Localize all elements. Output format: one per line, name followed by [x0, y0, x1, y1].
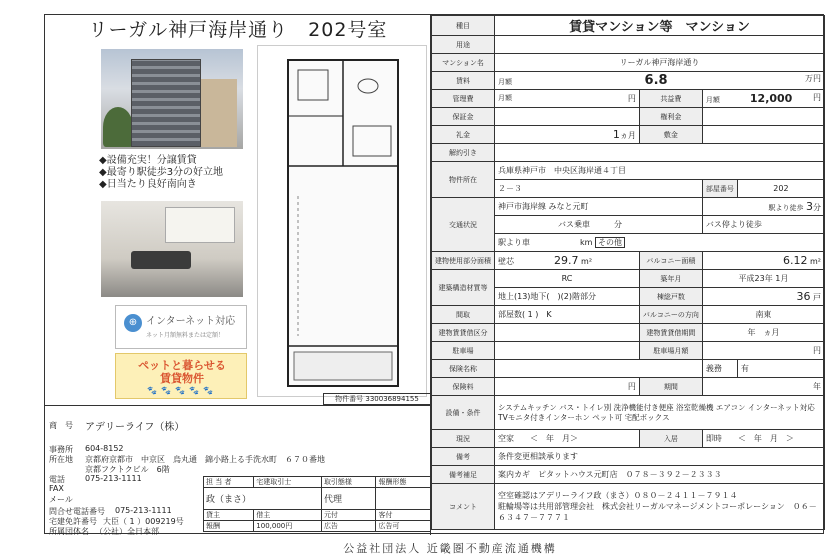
- insurance-fee-unit: 円: [495, 378, 640, 396]
- lobby-sofa: [131, 251, 191, 269]
- other-label: その他: [595, 237, 625, 248]
- internet-title: インターネット対応: [146, 316, 236, 327]
- structure-label: 建築構造材質等: [432, 270, 495, 306]
- feature-item: ◆設備充実！分譲賃貸: [99, 155, 197, 166]
- insurance-name-value: [495, 360, 703, 378]
- car-cell: [495, 234, 825, 252]
- walk-unit: 分: [813, 203, 821, 212]
- rent-cell: [495, 72, 825, 90]
- common-fee-note: 月額: [705, 96, 720, 104]
- duty-value: 有: [737, 360, 824, 378]
- structure-value: RC: [495, 270, 640, 288]
- fee-amount: [254, 521, 322, 532]
- amortization-value: [495, 144, 825, 162]
- left-panel: [45, 15, 431, 535]
- location-line2: ２－３: [495, 180, 703, 198]
- parking-value: [495, 342, 640, 360]
- mansion-name-label: マンション名: [432, 54, 495, 72]
- walk-minutes: 3: [806, 200, 813, 213]
- feature-list: [99, 155, 249, 191]
- common-fee-value: 12,000: [749, 92, 793, 105]
- remarks-label: 備考: [432, 448, 495, 466]
- license-label: 宅建免許番号: [49, 517, 97, 526]
- internet-subtitle: ネット月額無料または定額！: [146, 332, 225, 339]
- common-fee-unit: 円: [813, 93, 821, 102]
- status-value: 空家 ＜ 年 月＞: [495, 430, 640, 448]
- car-unit: km: [580, 238, 593, 247]
- rent-label: 賃料: [432, 72, 495, 90]
- balcony-area-label: バルコニー面積: [639, 252, 702, 270]
- lease-type-label: 建物賃貸借区分: [432, 324, 495, 342]
- exterior-photo: [101, 49, 243, 149]
- area-value: 29.7: [554, 254, 579, 267]
- fee-form-header: 報酬形態: [376, 477, 431, 488]
- feature-item: ◆最寄り駅徒歩3分の好立地: [99, 167, 224, 178]
- lobby-photo: [101, 201, 243, 297]
- key-money-label: 権利金: [639, 108, 702, 126]
- supplement-label: 備考補足: [432, 466, 495, 484]
- key-money-value: [702, 108, 824, 126]
- client-share: 客付: [376, 510, 431, 521]
- license-number: 大臣（ 1 ）009219号: [103, 517, 184, 526]
- staff-name: 政（まさ）: [204, 488, 322, 510]
- footer-organization: 公益社団法人 近畿圏不動産流通機構: [343, 542, 557, 555]
- reikin-cell: [495, 126, 640, 144]
- property-title: リーガル神戸海岸通り 202号室: [88, 19, 388, 41]
- bus-cell: [495, 216, 703, 234]
- balcony-cell: [702, 252, 824, 270]
- building-image: [131, 59, 201, 147]
- lobby-window: [165, 207, 235, 243]
- deposit-label: 保証金: [432, 108, 495, 126]
- neighbor-building-image: [201, 79, 237, 147]
- office-label: 事務所: [49, 445, 73, 454]
- agent-table: [203, 476, 431, 536]
- tel-number: 075-213-1111: [85, 474, 142, 483]
- use-label: 用途: [432, 36, 495, 54]
- bus-unit: 分: [614, 220, 622, 229]
- postal-code: 604-8152: [85, 444, 124, 453]
- management-fee-note: 月額: [498, 94, 512, 102]
- origin-share: 元付: [321, 510, 376, 521]
- pet-line2: 賃貸物件: [160, 372, 204, 385]
- landlord-share: 貸主: [204, 510, 254, 521]
- fax-label: FAX: [49, 484, 64, 493]
- direction-label: バルコニーの方向: [639, 306, 702, 324]
- pet-banner: [115, 353, 247, 399]
- inquiry-label: 問合せ電話番号: [49, 507, 105, 516]
- globe-icon: ⊕: [124, 314, 142, 332]
- pet-line1: ペットと暮らせる: [138, 359, 226, 372]
- property-type: 賃貸マンション等 マンション: [495, 16, 825, 36]
- flyer-sheet: [44, 14, 824, 534]
- balcony-area: 6.12: [782, 254, 808, 267]
- layout-value: 部屋数( 1 ) K: [495, 306, 640, 324]
- lease-type-value: [495, 324, 640, 342]
- layout-label: 間取: [432, 306, 495, 324]
- comment-label: コメント: [432, 484, 495, 530]
- location-label: 物件所在: [432, 162, 495, 198]
- reikin-unit: ヵ月: [619, 131, 636, 140]
- remarks-value: 条件変更相談承ります: [495, 448, 825, 466]
- fee-form-value: [376, 488, 431, 510]
- management-fee-cell: [495, 90, 640, 108]
- staff-header: 担 当 者: [204, 477, 254, 488]
- common-fee-label: 共益費: [639, 90, 702, 108]
- floor-plan: [257, 45, 427, 397]
- area-unit: m²: [581, 257, 593, 266]
- bus-label: バス乗車: [558, 220, 590, 229]
- address-line1: 京都府京都市 中京区 烏丸通 錦小路上る手洗水町 ６７０番地: [85, 455, 325, 464]
- room-number: 202: [737, 180, 824, 198]
- management-fee-label: 管理費: [432, 90, 495, 108]
- rent-value: 6.8: [644, 73, 668, 88]
- area-type: 壁芯: [498, 257, 514, 266]
- amortization-label: 解約引き: [432, 144, 495, 162]
- ad-value: 広告可: [376, 521, 431, 532]
- parking-label: 駐車場: [432, 342, 495, 360]
- mail-label: メール: [49, 495, 73, 504]
- floors-value: 地上(13)地下( )(2)階部分: [495, 288, 640, 306]
- status-label: 現況: [432, 430, 495, 448]
- fee-unit: 円: [285, 522, 293, 530]
- units-cell: [702, 288, 824, 306]
- car-label: 駅より車: [498, 238, 530, 247]
- internet-banner: [115, 305, 247, 349]
- rent-note: 月額: [498, 78, 512, 86]
- traffic-label: 交通状況: [432, 198, 495, 252]
- shikikin-label: 敷金: [639, 126, 702, 144]
- feature-item: ◆日当たり良好南向き: [99, 179, 197, 190]
- association-name: （公社）全日本部: [95, 527, 159, 536]
- parking-fee-unit: 円: [702, 342, 824, 360]
- comment-cell: [495, 484, 825, 530]
- use-value: [495, 36, 825, 54]
- tree-image: [103, 107, 133, 147]
- supplement-value: 案内カギ ピタットハウス元町店 ０７８－３９２－２３３３: [495, 466, 825, 484]
- busstop-cell: [702, 216, 824, 234]
- reikin-label: 礼金: [432, 126, 495, 144]
- common-fee-cell: [702, 90, 824, 108]
- comment-line2: 駐輪場等は共用部管理会社 株式会社リーガルマネージメントコーポレーション ０６－６３４７－７７７１: [498, 502, 817, 522]
- object-number: 物件番号 330036894155: [323, 393, 431, 405]
- tenant-share: 借主: [254, 510, 322, 521]
- walk-cell: [702, 198, 824, 216]
- license-holder-header: 宅建取引士: [254, 477, 322, 488]
- move-in-value: 即時 ＜ 年 月 ＞: [702, 430, 824, 448]
- trade-name: アデリーライフ（株）: [85, 422, 185, 433]
- right-panel: [431, 15, 825, 535]
- equipment-label: 設備・条件: [432, 396, 495, 430]
- tel-label: 電話: [49, 475, 65, 484]
- insurance-fee-label: 保険料: [432, 378, 495, 396]
- association-label: 所属団体名: [49, 527, 89, 536]
- period-label: 期間: [639, 378, 702, 396]
- type-label: 種目: [432, 16, 495, 36]
- direction-value: 南東: [702, 306, 824, 324]
- walk-label: 駅より徒歩: [768, 204, 804, 212]
- property-table: [431, 15, 825, 530]
- transaction-header: 取引態様: [321, 477, 376, 488]
- built-label: 築年月: [639, 270, 702, 288]
- units-value: 36: [796, 290, 811, 303]
- move-in-label: 入居: [639, 430, 702, 448]
- management-fee-unit: 円: [627, 94, 636, 103]
- company-info: [45, 405, 431, 535]
- fee-label: 報酬: [204, 521, 254, 532]
- lease-period-value: 年 ヵ月: [702, 324, 824, 342]
- comment-line1: 空室確認はアデリーライフ政（まさ）０８０－２４１１－７９１４: [498, 491, 738, 500]
- area-cell: [495, 252, 640, 270]
- floor-plan-drawing: [258, 46, 428, 398]
- pet-title: [116, 359, 248, 385]
- deposit-value: [495, 108, 640, 126]
- units-label: 棟総戸数: [639, 288, 702, 306]
- ad-label: 広告: [321, 521, 376, 532]
- fee-value: 100,000: [256, 522, 286, 530]
- inquiry-number: 075-213-1111: [115, 506, 172, 515]
- lease-period-label: 建物賃貸借期間: [639, 324, 702, 342]
- busstop-label: バス停より徒歩: [705, 220, 762, 229]
- duty-label: 義務: [702, 360, 737, 378]
- rent-unit: 万円: [805, 74, 821, 83]
- room-number-label: 部屋番号: [702, 180, 737, 198]
- equipment-value: システムキッチン バス・トイレ別 洗浄機能付き便座 浴室乾燥機 エアコン インターネット対応 TVモニタ付きインターホン ペット可 宅配ボックス: [495, 396, 825, 430]
- units-unit: 戸: [813, 293, 821, 302]
- mansion-name: リーガル神戸海岸通り: [495, 54, 825, 72]
- built-value: 平成23年 1月: [702, 270, 824, 288]
- period-unit: 年: [702, 378, 824, 396]
- station-line: 神戸市海岸線 みなと元町: [495, 198, 703, 216]
- location-line1: 兵庫県神戸市 中央区海岸通４丁目: [495, 162, 825, 180]
- area-label: 建物使用部分面積: [432, 252, 495, 270]
- transaction-mode: 代理: [321, 488, 376, 510]
- paw-icons: 🐾🐾🐾🐾🐾: [147, 386, 217, 395]
- insurance-name-label: 保険名称: [432, 360, 495, 378]
- balcony-unit: m²: [810, 257, 821, 266]
- trade-label: 商 号: [49, 421, 73, 430]
- reikin-value: 1: [612, 128, 620, 141]
- parking-fee-label: 駐車場月額: [639, 342, 702, 360]
- address-label: 所在地: [49, 455, 73, 464]
- shikikin-value: [702, 126, 824, 144]
- address-line2: 京都フクトクビル 6階: [85, 465, 170, 474]
